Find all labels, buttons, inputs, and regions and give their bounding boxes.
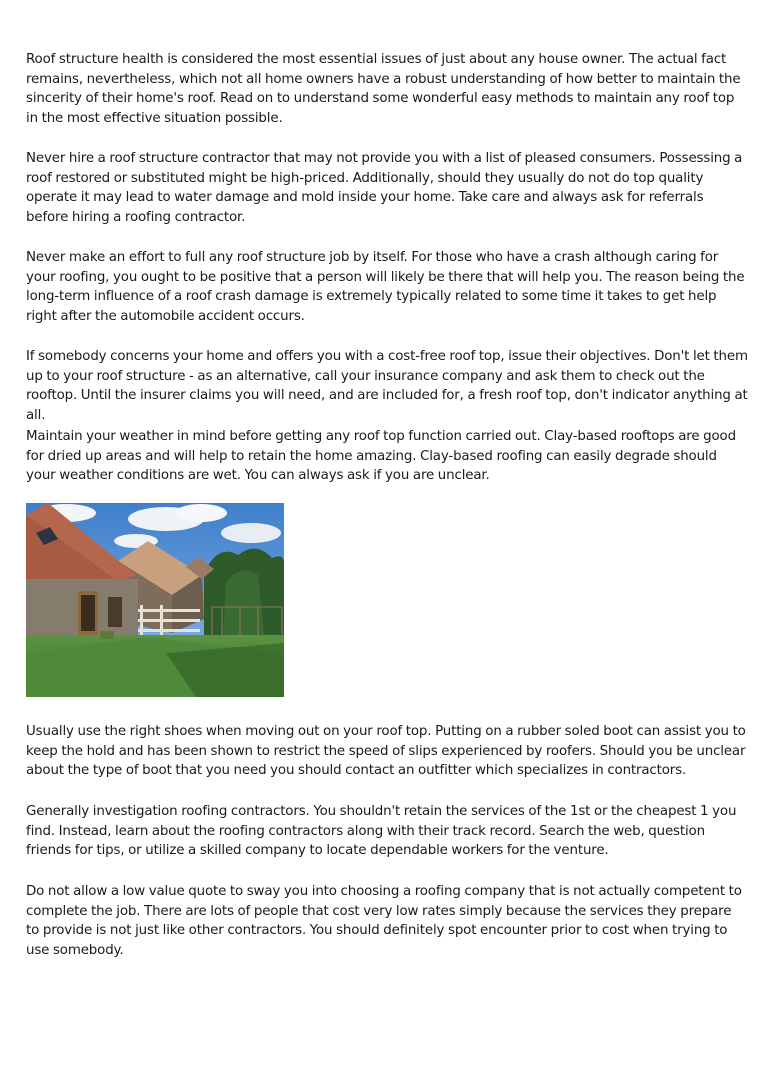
paragraph-never-alone: Never make an effort to full any roof structure job by itself. For those who have a crash although caring for your roofing, you ought to be positive that a person will likely be there that will help you. The reason being the long-term influence of a roof crash damage is extremely typically related to some time it takes to get help right after the automobile accident occurs.: [26, 250, 745, 324]
paragraph-right-shoes: Usually use the right shoes when moving out on your roof top. Putting on a rubber soled boot can assist you to keep the hold and has been shown to restrict the speed of slips experienced by roofers. Should you be unclear about the type of boot that you need you should contact an outfitter which specializes in contractors.: [26, 724, 746, 779]
paragraph-hire-contractor: Never hire a roof structure contractor that may not provide you with a list of pleased consumers. Possessing a roof restored or substituted might be high-priced. Additionally, should they usually do not do top quality operate it may lead to water damage and mold inside your home. Take care and always ask for referrals before hiring a roofing contractor.: [26, 151, 743, 225]
paragraph-free-roof-offer: If somebody concerns your home and offers you with a cost-free roof top, issue their objectives. Don't let them up to your roof structure - as an alternative, call your insurance company and ask them to check out the rooftop. Until the insurer claims you will need, and are included for, a fresh roof top, don't indicator anything at all.: [26, 349, 748, 423]
paragraph-roof-health-intro: Roof structure health is considered the most essential issues of just about any house owner. The actual fact remains, nevertheless, which not all home owners have a robust understanding of how better to maintain the sincerity of their home's roof. Read on to understand some wonderful easy methods to maintain any roof top in the most effective situation possible.: [26, 52, 741, 126]
farmhouse-photo: [26, 503, 284, 697]
paragraph-low-value-quote: Do not allow a low value quote to sway you into choosing a roofing company that is not actually competent to complete the job. There are lots of people that cost very low rates simply because the services they prepare to provide is not just like other contractors. You should definitely spot encounter prior to cost when trying to use somebody.: [26, 884, 742, 958]
paragraph-weather-clay-roof: Maintain your weather in mind before getting any roof top function carried out. Clay-based rooftops are good for dried up areas and will help to retain the home amazing. Clay-based roofing can easily degrade should your weather conditions are wet. You can always ask if you are unclear.: [26, 429, 736, 484]
paragraph-investigate-contractors: Generally investigation roofing contractors. You shouldn't retain the services of the 1st or the cheapest 1 you find. Instead, learn about the roofing contractors along with their track record. Search the web, question friends for tips, or utilize a skilled company to locate dependable workers for the venture.: [26, 804, 737, 859]
